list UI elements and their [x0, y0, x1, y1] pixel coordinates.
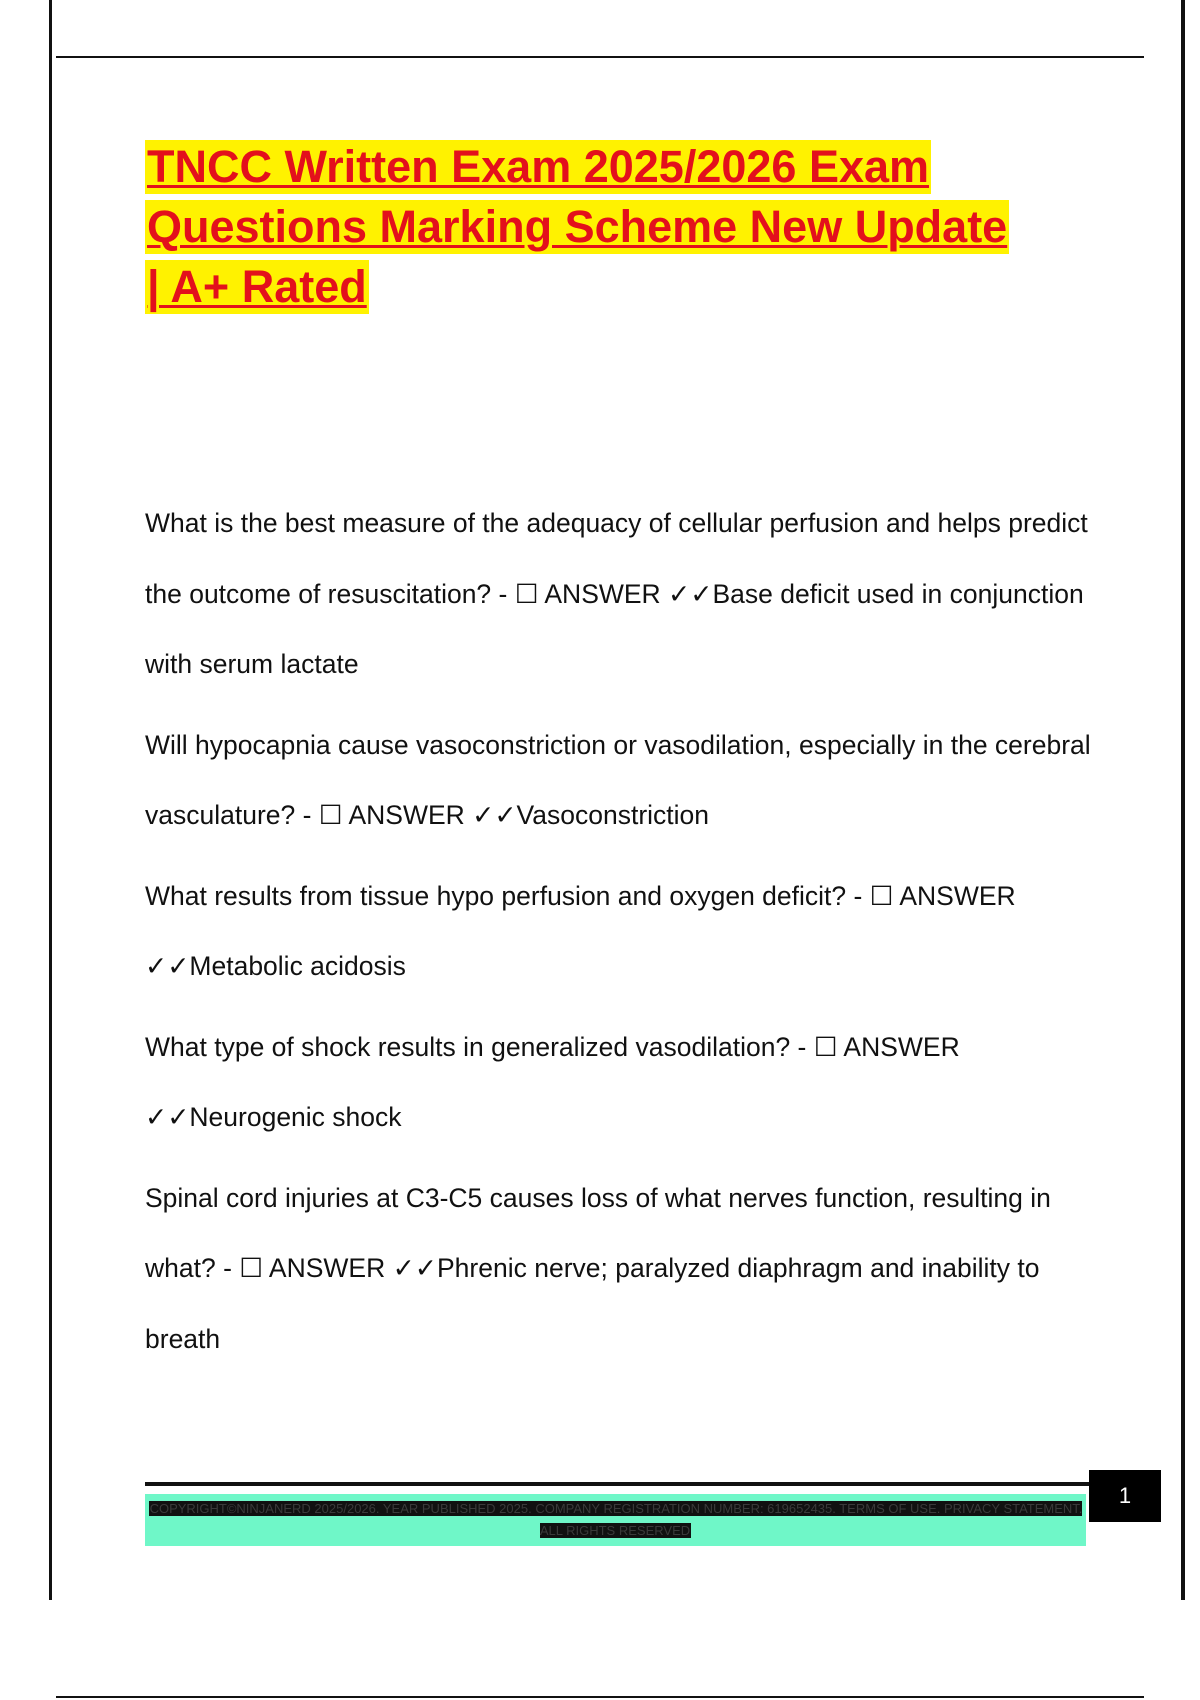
page-border-left: [49, 0, 52, 1600]
title-line-3: | A+ Rated: [147, 261, 367, 312]
copyright-footer: [145, 1494, 1086, 1546]
page-border-right: [1181, 0, 1185, 1600]
document-title: [145, 140, 1105, 320]
next-page-rule: [56, 1696, 1144, 1698]
qa-item: Will hypocapnia cause vasoconstriction or vasodilation, especially in the cerebral vasculature? - ☐ ANSWER ✓✓Vasoconstriction: [145, 729, 1091, 830]
title-line-1: TNCC Written Exam 2025/2026 Exam: [147, 141, 930, 192]
qa-item: What type of shock results in generalized vasodilation? - ☐ ANSWER ✓✓Neurogenic shock: [145, 1031, 960, 1132]
qa-item: What is the best measure of the adequacy of cellular perfusion and helps predict the outcome of resuscitation? - ☐ ANSWER ✓✓Base deficit used in conjunction with serum lactate: [145, 508, 1088, 679]
title-line-2: Questions Marking Scheme New Update: [147, 201, 1008, 252]
qa-item: What results from tissue hypo perfusion and oxygen deficit? - ☐ ANSWER ✓✓Metabolic acidosis: [145, 880, 1016, 981]
header-rule: [56, 56, 1144, 58]
footer-rule: [145, 1482, 1090, 1486]
question-answer-list: [145, 488, 1095, 1384]
qa-item: Spinal cord injuries at C3-C5 causes loss of what nerves function, resulting in what? - ☐ ANSWER ✓✓Phrenic nerve; paralyzed diaphragm and inability to breath: [145, 1182, 1051, 1354]
copyright-text: COPYRIGHT©NINJANERD 2025/2026. YEAR PUBLISHED 2025. COMPANY REGISTRATION NUMBER: 619652435. TERMS OF USE. PRIVACY STATEMENT. ALL RIGHTS RESERVED: [149, 1501, 1083, 1538]
page-number: 1: [1089, 1470, 1161, 1522]
